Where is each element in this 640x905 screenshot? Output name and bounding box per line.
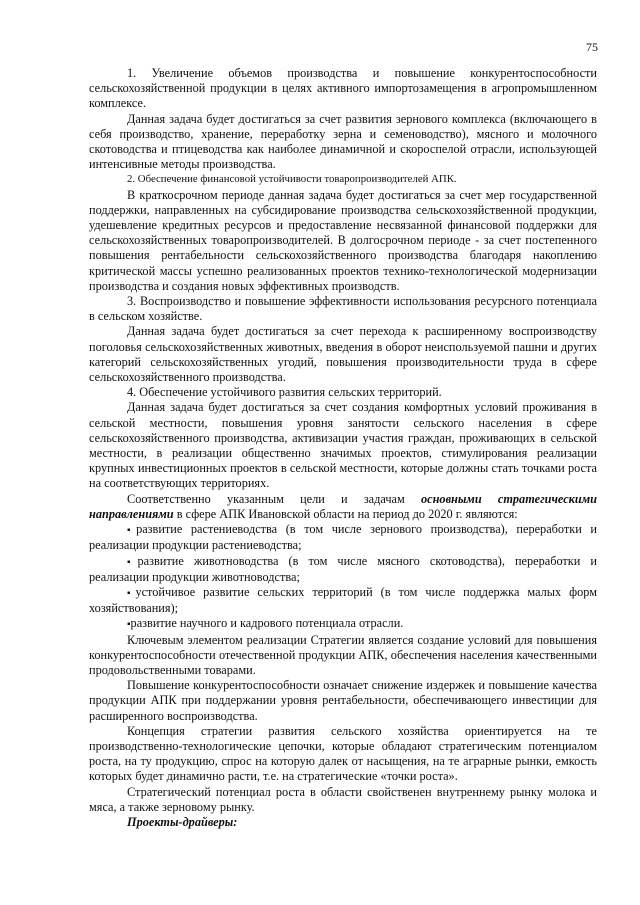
page-number: 75	[586, 40, 598, 54]
task-3-description: Данная задача будет достигаться за счет перехода к расширенному воспроизводству поголовья сельскохозяйственных животных, введения в оборот неиспользуемой пашни и других категорий сельскохозяйственных угодий, повышения производительности труда в сфере сельскохозяйственного производства.	[89, 324, 597, 385]
list-item	[89, 585, 597, 616]
list-item	[89, 522, 597, 553]
intro-text: Соответственно указанным цели и задачам	[127, 491, 421, 506]
list-item-text: развитие научного и кадрового потенциала отрасли.	[130, 616, 404, 631]
strategic-directions-intro	[89, 492, 597, 522]
concept-paragraph: Концепция стратегии развития сельского хозяйства ориентируется на те производственно-технологические цепочки, которые обладают стратегическим потенциалом роста, на ту продукцию, спрос на которую далек от насыщения, на те аграрные рынки, емкость которых будет динамично расти, т.е. на стратегические «точки роста».	[89, 723, 597, 784]
bullet-icon: ▪	[127, 556, 138, 568]
list-item	[89, 554, 597, 585]
key-element-paragraph: Ключевым элементом реализации Стратегии является создание условий для повышения конкурентоспособности отечественной продукции АПК, обеспечения населения качественными продовольственными товарами.	[89, 632, 597, 677]
intro-text-end: в сфере АПК Ивановской области на период до 2020 г. являются:	[173, 506, 518, 521]
list-item-text: развитие животноводства (в том числе мясного скотоводства), переработки и реализации продукции животноводства;	[89, 553, 598, 584]
list-item	[89, 616, 597, 632]
intro-emphasis: основными стратегическими направлениями	[89, 491, 597, 521]
task-4-description: Данная задача будет достигаться за счет создания комфортных условий проживания в сельской местности, повышения уровня занятости сельского населения в сфере сельскохозяйственного производства, активизации участия граждан, проживающих в сельской местности, в реализации общественно значимых проектов, стимулирования реализации крупных инвестиционных проектов в сельской местности, которые должны стать точками роста на соответствующих территориях.	[89, 400, 597, 491]
competitiveness-paragraph: Повышение конкурентоспособности означает снижение издержек и повышение качества продукции АПК при поддержании уровня рентабельности, обеспечивающего инвестиции для расширенного воспроизводства.	[89, 678, 597, 723]
document-body	[89, 66, 597, 830]
bullet-icon: ▪	[127, 525, 137, 537]
strategic-directions-list	[89, 522, 597, 632]
growth-potential-paragraph: Стратегический потенциал роста в области свойственен внутреннему рынку молока и мяса, а также зерновому рынку.	[89, 784, 597, 814]
bullet-icon: ▪	[127, 619, 131, 631]
task-1-description: Данная задача будет достигаться за счет развития зернового комплекса (включающего в себя производство, хранение, переработку зерна и семеноводство), мясного и молочного скотоводства и птицеводства как наиболее динамичной и скороспелой отрасли, использующей интенсивные методы производства.	[89, 111, 597, 172]
bullet-icon: ▪	[127, 587, 136, 599]
task-4-heading: 4. Обеспечение устойчивого развития сельских территорий.	[127, 385, 442, 400]
task-2-description: В краткосрочном периоде данная задача будет достигаться за счет мер государственной поддержки, направленных на субсидирование производства сельскохозяйственной продукции, удешевление кредитных ресурсов и предоставление несвязанной финансовой поддержки для сельскохозяйственных товаропроизводителей. В долгосрочном периоде - за счет постепенного повышения рентабельности сельскохозяйственного производства благодаря накоплению критической массы успешно реализованных проектов технико-технологической модернизации производства и создания новых эффективных производств.	[89, 187, 597, 293]
drivers-heading: Проекты-драйверы:	[127, 814, 238, 829]
task-1-heading: 1. Увеличение объемов производства и повышение конкурентоспособности сельскохозяйственной продукции в целях активного импортозамещения в агропромышленном комплексе.	[89, 66, 597, 111]
task-2-heading: 2. Обеспечение финансовой устойчивости товаропроизводителей АПК.	[127, 173, 457, 186]
list-item-text: развитие растениеводства (в том числе зернового производства), переработки и реализации продукции растениеводства;	[89, 522, 597, 553]
list-item-text: устойчивое развитие сельских территорий (в том числе поддержка малых форм хозяйствования);	[89, 584, 598, 616]
task-3-heading: 3. Воспроизводство и повышение эффективности использования ресурсного потенциала в сельском хозяйстве.	[89, 294, 597, 324]
